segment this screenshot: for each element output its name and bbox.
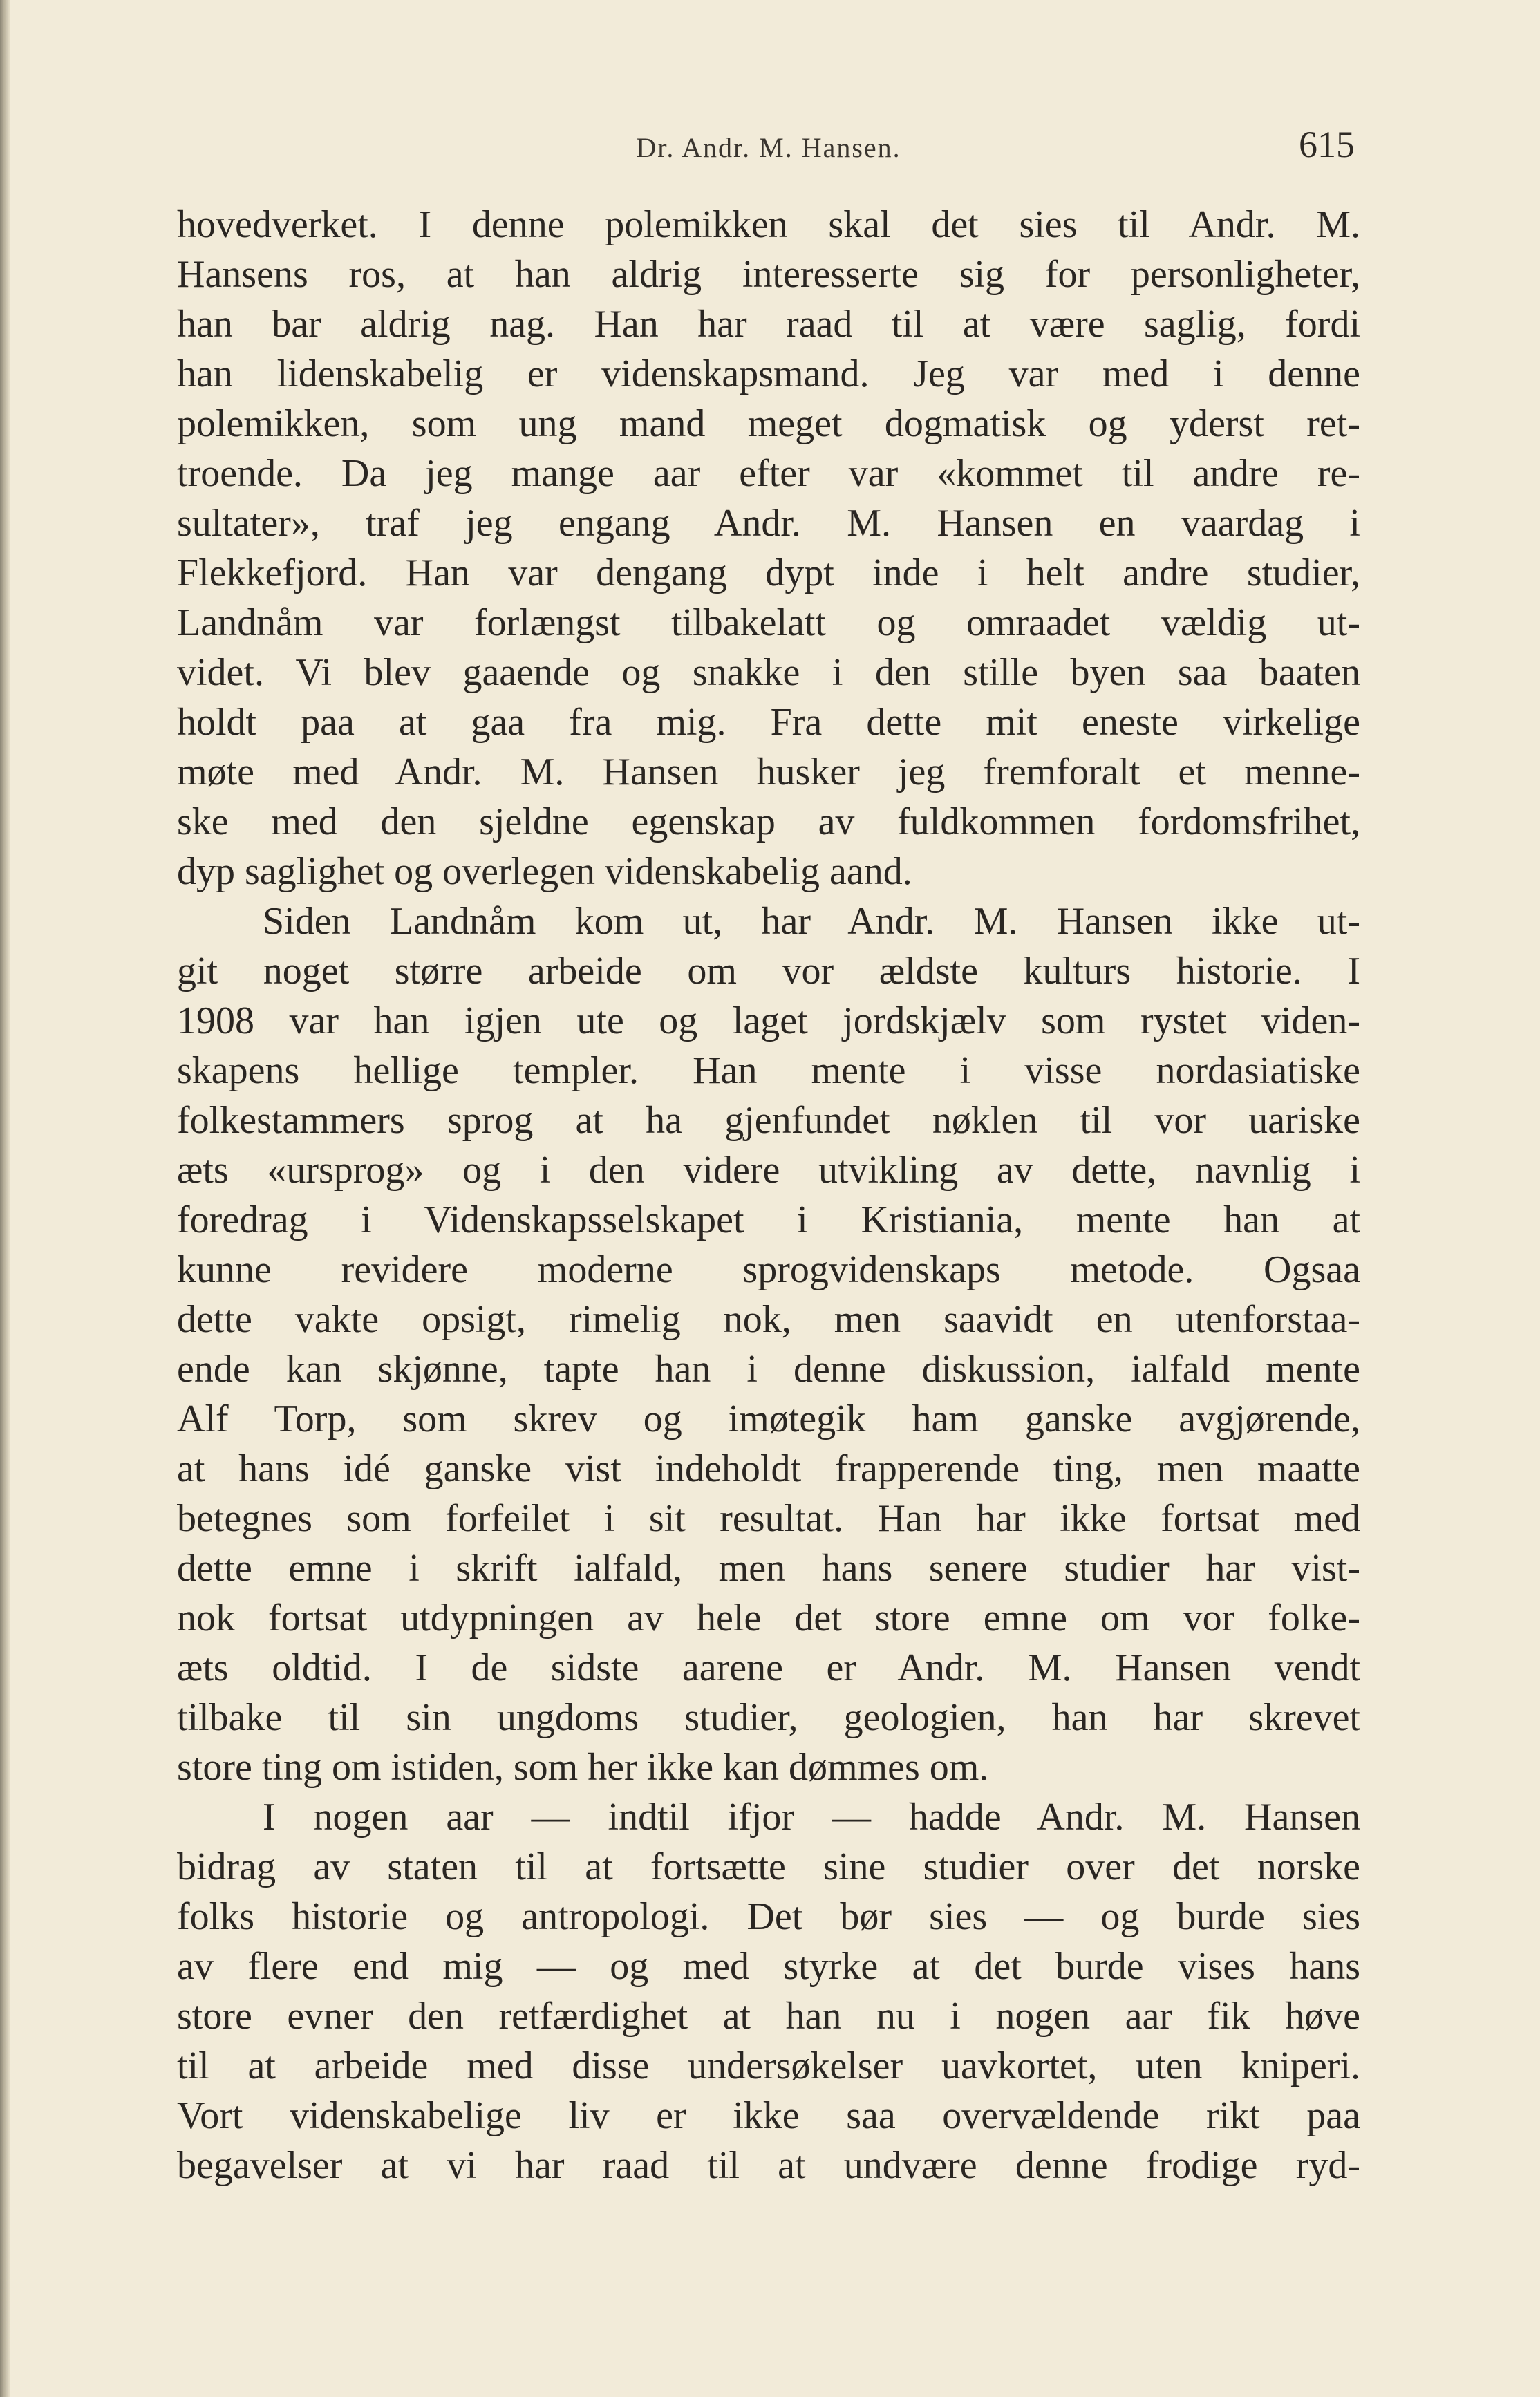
text-line: begavelser at vi har raad til at undvære denne frodige ryd-: [177, 2144, 1360, 2187]
text-line: sultater», traf jeg engang Andr. M. Hansen en vaardag i: [177, 502, 1360, 545]
text-line: store evner den retfærdighet at han nu i nogen aar fik høve: [177, 1995, 1360, 2038]
text-line: dyp saglighet og overlegen videnskabelig aand.: [177, 850, 912, 893]
text-line: folkestammers sprog at ha gjenfundet nøklen til vor uariske: [177, 1099, 1360, 1142]
text-line: at hans idé ganske vist indeholdt frapperende ting, men maatte: [177, 1447, 1360, 1490]
text-line: æts «ursprog» og i den videre utvikling av dette, navnlig i: [177, 1149, 1360, 1192]
text-line: dette vakte opsigt, rimelig nok, men saavidt en utenforstaa-: [177, 1298, 1360, 1341]
page-number: 615: [1299, 124, 1355, 165]
text-line: videt. Vi blev gaaende og snakke i den stille byen saa baaten: [177, 651, 1360, 694]
text-line: Hansens ros, at han aldrig interesserte sig for personligheter,: [177, 253, 1360, 296]
text-line: I nogen aar — indtil ifjor — hadde Andr. M. Hansen: [263, 1796, 1360, 1839]
text-line: Landnåm var forlængst tilbakelatt og omraadet vældig ut-: [177, 601, 1360, 644]
text-line: Alf Torp, som skrev og imøtegik ham ganske avgjørende,: [177, 1398, 1360, 1440]
page-header: [177, 118, 1360, 173]
text-line: ske med den sjeldne egenskap av fuldkommen fordomsfrihet,: [177, 800, 1360, 843]
text-line: av flere end mig — og med styrke at det burde vises hans: [177, 1945, 1360, 1988]
text-line: Siden Landnåm kom ut, har Andr. M. Hansen ikke ut-: [263, 900, 1360, 943]
text-line: Vort videnskabelige liv er ikke saa overvældende rikt paa: [177, 2094, 1360, 2137]
text-line: kunne revidere moderne sprogvidenskaps metode. Ogsaa: [177, 1248, 1360, 1291]
text-line: hovedverket. I denne polemikken skal det sies til Andr. M.: [177, 203, 1360, 246]
text-line: git noget større arbeide om vor ældste kulturs historie. I: [177, 950, 1360, 993]
text-line: æts oldtid. I de sidste aarene er Andr. M. Hansen vendt: [177, 1646, 1360, 1689]
text-line: skapens hellige templer. Han mente i visse nordasiatiske: [177, 1049, 1360, 1092]
text-line: polemikken, som ung mand meget dogmatisk og yderst ret-: [177, 402, 1360, 445]
page-edge-shadow: [0, 0, 10, 2397]
text-line: foredrag i Videnskapsselskapet i Kristiania, mente han at: [177, 1198, 1360, 1241]
text-line: store ting om istiden, som her ikke kan dømmes om.: [177, 1746, 989, 1789]
text-line: ende kan skjønne, tapte han i denne diskussion, ialfald mente: [177, 1348, 1360, 1391]
text-line: betegnes som forfeilet i sit resultat. Han har ikke fortsat med: [177, 1497, 1360, 1540]
text-line: folks historie og antropologi. Det bør sies — og burde sies: [177, 1895, 1360, 1938]
running-title: Dr. Andr. M. Hansen.: [636, 132, 901, 163]
text-line: han bar aldrig nag. Han har raad til at være saglig, fordi: [177, 303, 1360, 346]
text-line: tilbake til sin ungdoms studier, geologien, han har skrevet: [177, 1696, 1360, 1739]
body-text: [177, 200, 1360, 2190]
text-line: Flekkefjord. Han var dengang dypt inde i helt andre studier,: [177, 552, 1360, 594]
text-line: nok fortsat utdypningen av hele det store emne om vor folke-: [177, 1597, 1360, 1639]
text-line: holdt paa at gaa fra mig. Fra dette mit eneste virkelige: [177, 701, 1360, 744]
text-line: dette emne i skrift ialfald, men hans senere studier har vist-: [177, 1547, 1360, 1590]
text-line: troende. Da jeg mange aar efter var «kommet til andre re-: [177, 452, 1360, 495]
text-line: til at arbeide med disse undersøkelser uavkortet, uten kniperi.: [177, 2044, 1360, 2087]
text-line: bidrag av staten til at fortsætte sine studier over det norske: [177, 1845, 1360, 1888]
text-line: 1908 var han igjen ute og laget jordskjælv som rystet viden-: [177, 999, 1360, 1042]
text-line: han lidenskabelig er videnskapsmand. Jeg var med i denne: [177, 352, 1360, 395]
text-line: møte med Andr. M. Hansen husker jeg fremforalt et menne-: [177, 751, 1360, 793]
